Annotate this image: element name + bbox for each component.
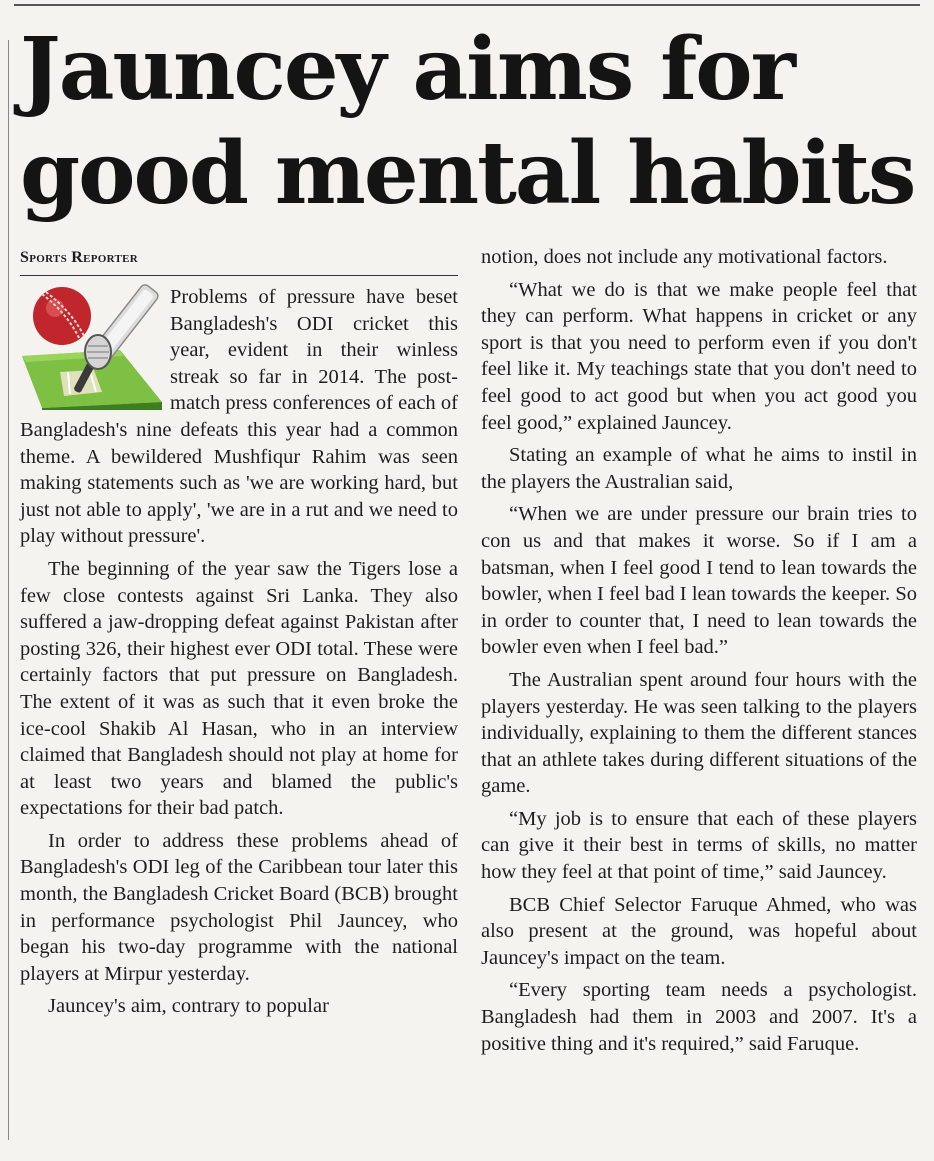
paragraph-6: “What we do is that we make people feel that they can perform. What happens in cricket or any sport is that you need to perform even if you don't feel like it. My teachings state that you don't need to feel good to act good but when you act good you feel good,” explained Jauncey. [481, 278, 917, 434]
paragraph-8: “When we are under pressure our brain tries to con us and that makes it worse. So if I am a batsman, when I feel good I tend to lean towards the bowler, when I feel bad I lean towards the keeper. So in order to counter that, I need to lean towards the bowler even when I feel bad.” [481, 503, 917, 659]
headline: Jauncey aims for good mental habits [20, 19, 915, 224]
cricket-ball-bat-microphone-icon [20, 284, 162, 410]
top-rule [14, 4, 920, 6]
paragraph-2: The beginning of the year saw the Tigers lose a few close contests against Sri Lanka. They also suffered a jaw-dropping defeat against Pakistan after posting 326, their highest ever ODI total. These were certainly factors that put pressure on Bangladesh. The extent of it was as such that it even broke the ice-cool Shakib Al Hasan, who in an interview claimed that Bangladesh should not play at home for at least two years and blamed the public's expectations for their bad patch. [20, 557, 458, 820]
left-column [20, 244, 458, 1026]
paragraph-11: BCB Chief Selector Faruque Ahmed, who was also present at the ground, was hopeful about Jauncey's impact on the team. [481, 893, 917, 969]
byline: Sports Reporter [20, 249, 139, 266]
paragraph-3: In order to address these problems ahead of Bangladesh's ODI leg of the Caribbean tour later this month, the Bangladesh Cricket Board (BCB) brought in performance psychologist Phil Jauncey, who began his two-day programme with the national players at Mirpur yesterday. [20, 829, 458, 985]
paragraph-5: notion, does not include any motivational factors. [481, 246, 888, 268]
paragraph-12: “Every sporting team needs a psychologist. Bangladesh had them in 2003 and 2007. It's a positive thing and it's required,” said Faruque. [481, 979, 917, 1055]
paragraph-9: The Australian spent around four hours with the players yesterday. He was seen talking to the players individually, explaining to them the different stances that an athlete takes during different situations of the game. [481, 668, 917, 798]
paragraph-1: Problems of pressure have beset Bangladesh's ODI cricket this year, evident in their winless streak so far in 2014. The post-match press conferences of each of Bangladesh's nine defeats this year had a common theme. A bewildered Mushfiqur Rahim was seen making statements such as 'we are working hard, but just not able to apply', 'we are in a rut and we need to play without pressure'. [20, 286, 458, 548]
paragraph-7: Stating an example of what he aims to instil in the players the Australian said, [481, 444, 917, 493]
paragraph-4: Jauncey's aim, contrary to popular [48, 995, 329, 1018]
byline-rule [20, 275, 458, 276]
paragraph-10: “My job is to ensure that each of these players can give it their best in terms of skills, no matter how they feel at that point of time,” said Jauncey. [481, 807, 917, 884]
left-column-rule [8, 40, 9, 1140]
right-column [481, 244, 917, 1063]
